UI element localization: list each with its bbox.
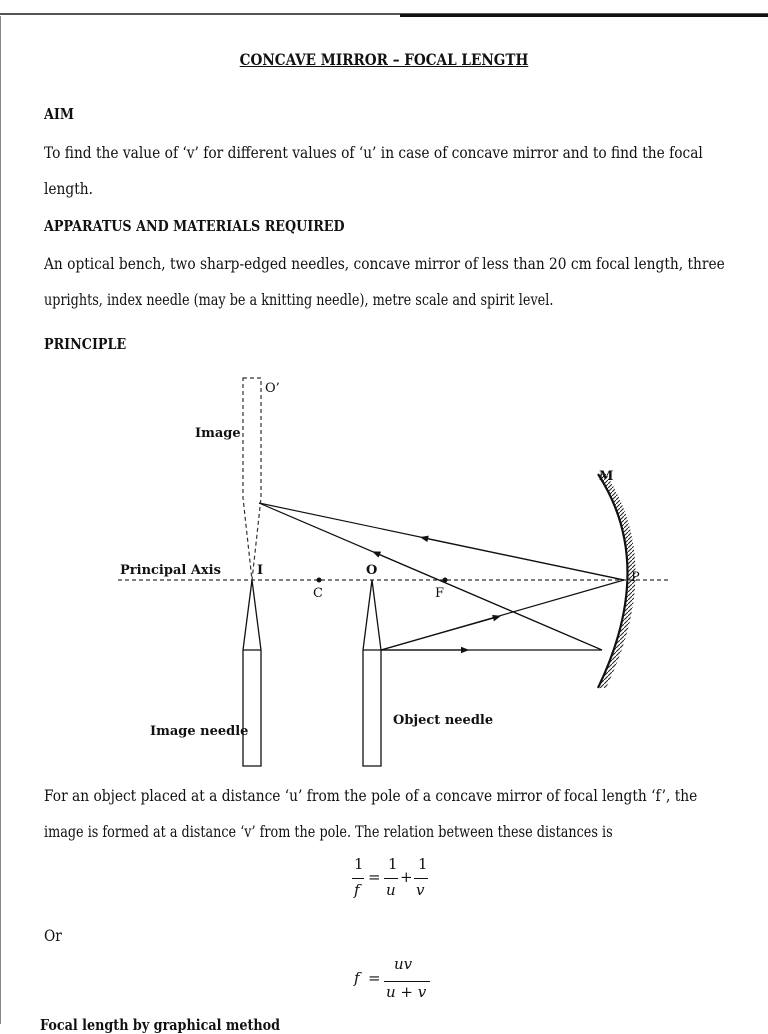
aim-text-line-2: length. <box>44 179 93 198</box>
cutoff-heading: Focal length by graphical method <box>40 1016 281 1034</box>
label-image: Image <box>195 426 241 441</box>
object-needle <box>363 580 381 766</box>
eq1-term2-numerator: 1 <box>418 855 428 873</box>
label-o-prime: O’ <box>265 381 280 396</box>
label-image-needle: Image needle <box>150 724 249 739</box>
apparatus-heading: APPARATUS AND MATERIALS REQUIRED <box>44 217 345 235</box>
aim-text-line-1: To find the value of ‘v’ for different values of ‘u’ in case of concave mirror and to find the focal <box>44 143 703 162</box>
label-p: P <box>631 570 640 585</box>
equation-focal-length <box>350 955 440 1005</box>
label-m: M <box>599 469 614 484</box>
apparatus-text-line-1: An optical bench, two sharp-edged needles, concave mirror of less than 20 cm focal length, three <box>44 254 725 273</box>
point-c <box>317 578 322 583</box>
page-title: CONCAVE MIRROR – FOCAL LENGTH <box>239 50 529 69</box>
eq1-lhs-numerator: 1 <box>354 855 364 873</box>
eq2-equals: = <box>368 969 381 987</box>
eq2-numerator: uv <box>394 955 413 973</box>
label-f: F <box>435 586 445 601</box>
eq1-term1-denominator: u <box>386 881 396 899</box>
body-text-line-2: image is formed at a distance ‘v’ from the pole. The relation between these distances is <box>44 822 613 841</box>
label-o: O <box>366 563 378 578</box>
concave-mirror-hatching <box>598 474 636 688</box>
label-principal-axis: Principal Axis <box>120 563 221 578</box>
concave-mirror <box>598 474 628 688</box>
image-dashed-outline <box>243 378 264 580</box>
equation-lens-formula <box>350 855 440 907</box>
eq1-plus: + <box>400 868 413 886</box>
eq1-lhs-denominator: f <box>354 881 360 899</box>
label-object-needle: Object needle <box>393 713 494 728</box>
eq2-lhs: f <box>354 969 360 987</box>
eq2-denominator: u + v <box>386 983 427 1001</box>
eq1-term1-numerator: 1 <box>388 855 398 873</box>
body-text-line-1: For an object placed at a distance ‘u’ from the pole of a concave mirror of focal length ‘f’, the <box>44 786 698 805</box>
eq1-equals: = <box>368 868 381 886</box>
principle-heading: PRINCIPLE <box>44 335 127 353</box>
apparatus-text-line-2: uprights, index needle (may be a knitting needle), metre scale and spirit level. <box>44 290 554 309</box>
aim-heading: AIM <box>44 105 74 123</box>
text-or: Or <box>44 926 62 945</box>
eq1-term2-denominator: v <box>416 881 425 899</box>
label-c: C <box>313 586 323 601</box>
label-i: I <box>257 563 264 578</box>
